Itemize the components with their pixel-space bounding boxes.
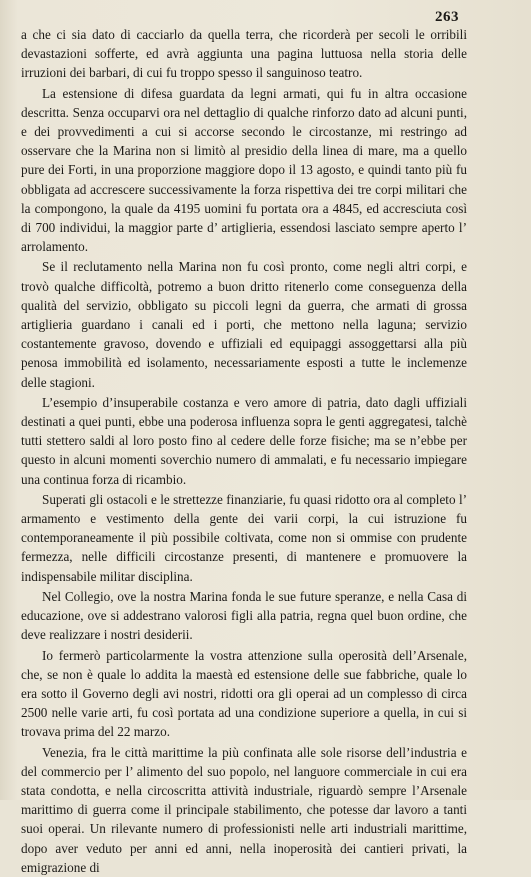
paragraph-5: Superati gli ostacoli e le strettezze finanziarie, fu quasi ridotto ora al completo l’ armamento e vestimento della gente dei varii corpi, la cui istruzione fu contemporaneamente il più possibile coltivata, come non si ommise con prudente fermezza, nelle difficili circostanze presenti, di mantenere e promuovere la indispensabile militar disciplina. xyxy=(21,491,467,584)
body-text xyxy=(21,25,467,877)
paragraph-8: Venezia, fra le città marittime la più confinata alle sole risorse dell’industria e del commercio per l’ alimento del suo popolo, nel languore commerciale in cui era stata condotta, e nella circoscritta attività industriale, riguardò sempre l’Arsenale marittimo di guerra come il principale stabilimento, che potesse dar lavoro a tanti suoi operai. Un rilevante numero di professionisti nelle arti industriali marittime, dopo aver veduto per anni ed anni, nella inoperosità dei cantieri privati, la emigrazione di xyxy=(21,744,467,875)
paragraph-2: La estensione di difesa guardata da legni armati, qui fu in altra occasione descritta. Senza occuparvi ora nel dettaglio di qualche rinforzo dato ad alcuni punti, e dei provvedimenti a cui si accorse secondo le circostanze, mi restringo ad osservare che la Marina non si limitò al presidio della linea di mare, ma a quello pure dei Forti, in una proporzione maggiore dopo il 13 agosto, e quindi tanto più fu obbligata ad accrescere successivamente la forza rispettiva dei tre corpi militari che la compongono, la quale da 4195 uomini fu portata ora a 4845, ed accresciuta così di 700 individui, la maggior parte d’ artiglieria, essendosi lasciato sempre aperto l’ arrolamento. xyxy=(21,85,467,255)
page-number: 263 xyxy=(435,9,459,25)
paragraph-6: Nel Collegio, ove la nostra Marina fonda le sue future speranze, e nella Casa di educazione, ove si addestrano valorosi figli alla patria, regna quel buon ordine, che deve realizzare i nostri desiderii. xyxy=(21,588,467,643)
paragraph-3: Se il reclutamento nella Marina non fu così pronto, come negli altri corpi, e trovò qualche difficoltà, potremo a buon dritto ritenerlo come conseguenza della qualità del servizio, obbligato su piccoli legni da guerra, che armati di grossa artiglieria guardano i canali ed i porti, che mettono nella laguna; servizio costantemente gravoso, dovendo e uffiziali ed equipaggi assoggettarsi alla più penosa immobilità ed isolamento, necessariamente esposti a tutte le inclemenze delle stagioni. xyxy=(21,259,467,390)
paragraph-1: a che ci sia dato di cacciarlo da quella terra, che ricorderà per secoli le orribili devastazioni sofferte, ed avrà aggiunta una pagina luttuosa nella storia delle irruzioni dei barbari, di cui fu troppo spesso il sanguinoso teatro. xyxy=(21,27,467,81)
paragraph-7: Io fermerò particolarmente la vostra attenzione sulla operosità dell’Arsenale, che, se non è quale lo addita la maestà ed estensione delle sue fabbriche, quale lo era sotto il Governo degli avi nostri, ridotti ora gli operai ad un complesso di circa 2500 nelle varie arti, fu così portata ad una condizione superiore a quella, in cui si trovava prima del 22 marzo. xyxy=(21,647,467,740)
paragraph-4: L’esempio d’insuperabile costanza e vero amore di patria, dato dagli uffiziali destinati a quei punti, ebbe una poderosa influenza sopra le genti aggregatesi, talchè tutti stettero saldi al loro posto fino al cedere delle forze fisiche; ma se n’ebbe per questo in alcuni momenti soverchio numero di ammalati, e fu necessario impiegare una continua forza di ricambio. xyxy=(21,394,467,487)
